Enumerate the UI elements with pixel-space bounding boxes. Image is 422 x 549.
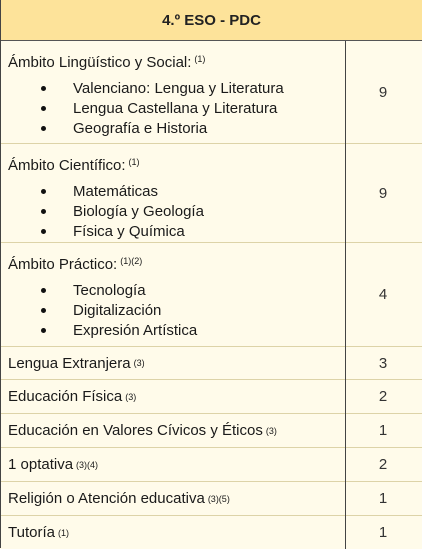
list-item: Biología y Geología xyxy=(8,202,344,222)
list-item: Física y Química xyxy=(8,222,344,242)
subject-list xyxy=(8,182,344,242)
table-row-ambito-linguistico xyxy=(1,41,422,144)
footnote-ref: (1) xyxy=(194,54,206,64)
footnote-ref: (1) xyxy=(128,157,140,167)
subject-cell xyxy=(1,144,344,242)
hours-cell: 2 xyxy=(378,388,388,405)
table-row-educacion-fisica xyxy=(1,380,422,414)
bullet-icon xyxy=(41,106,46,111)
subject-cell: 1 optativa (3)(4) xyxy=(8,456,99,473)
list-item: Geografía e Historia xyxy=(8,119,344,139)
column-divider xyxy=(345,41,346,549)
bullet-icon xyxy=(41,189,46,194)
bullet-icon xyxy=(41,288,46,293)
footnote-ref: (1)(2) xyxy=(120,256,143,266)
hours-cell: 4 xyxy=(378,286,388,303)
bullet-icon xyxy=(41,308,46,313)
subject-list xyxy=(8,79,344,139)
hours-cell: 9 xyxy=(378,83,388,101)
subject-cell xyxy=(1,243,344,346)
table-row-ambito-cientifico xyxy=(1,144,422,243)
footnote-ref: (3) xyxy=(125,391,137,402)
hours-cell: 2 xyxy=(378,456,388,473)
group-title: Ámbito Práctico: $^{(1)(2)}$ xyxy=(8,256,143,273)
group-title: Ámbito Lingüístico y Social: $^{(1)}$ xyxy=(8,54,206,71)
table-row-tutoria xyxy=(1,516,422,549)
footnote-ref: (3)(5) xyxy=(207,493,230,504)
subject-cell xyxy=(1,41,344,143)
subject-cell: Educación Física (3) xyxy=(8,388,137,405)
table-title: 4.º ESO - PDC xyxy=(162,11,261,29)
hours-cell: 1 xyxy=(378,524,388,541)
list-item: Expresión Artística xyxy=(8,321,344,341)
footnote-ref: (1) xyxy=(57,527,69,538)
table-row-optativa xyxy=(1,448,422,482)
table-row-valores-civicos xyxy=(1,414,422,448)
subject-cell: Lengua Extranjera (3) xyxy=(8,354,145,372)
hours-cell: 9 xyxy=(378,184,388,202)
table-row-ambito-practico xyxy=(1,243,422,347)
table-header xyxy=(1,0,422,41)
list-item: Tecnología xyxy=(8,281,344,301)
list-item: Valenciano: Lengua y Literatura xyxy=(8,79,344,99)
bullet-icon xyxy=(41,209,46,214)
footnote-ref: (3)(4) xyxy=(76,459,99,470)
footnote-ref: (3) xyxy=(133,358,145,368)
subject-cell: Tutoría (1) xyxy=(8,524,69,541)
list-item: Lengua Castellana y Literatura xyxy=(8,99,344,119)
subject-cell: Educación en Valores Cívicos y Éticos (3) xyxy=(8,422,277,439)
hours-cell: 1 xyxy=(378,490,388,507)
subject-list xyxy=(8,281,344,341)
list-item: Matemáticas xyxy=(8,182,344,202)
bullet-icon xyxy=(41,126,46,131)
list-item: Digitalización xyxy=(8,301,344,321)
bullet-icon xyxy=(41,328,46,333)
subject-cell: Religión o Atención educativa (3)(5) xyxy=(8,490,230,507)
table-row-religion xyxy=(1,482,422,516)
hours-cell: 1 xyxy=(378,422,388,439)
table-row-lengua-extranjera xyxy=(1,347,422,380)
bullet-icon xyxy=(41,229,46,234)
table-body xyxy=(1,41,422,549)
footnote-ref: (3) xyxy=(265,425,277,436)
hours-cell: 3 xyxy=(378,354,388,372)
bullet-icon xyxy=(41,86,46,91)
group-title: Ámbito Científico: $^{(1)}$ xyxy=(8,157,140,174)
